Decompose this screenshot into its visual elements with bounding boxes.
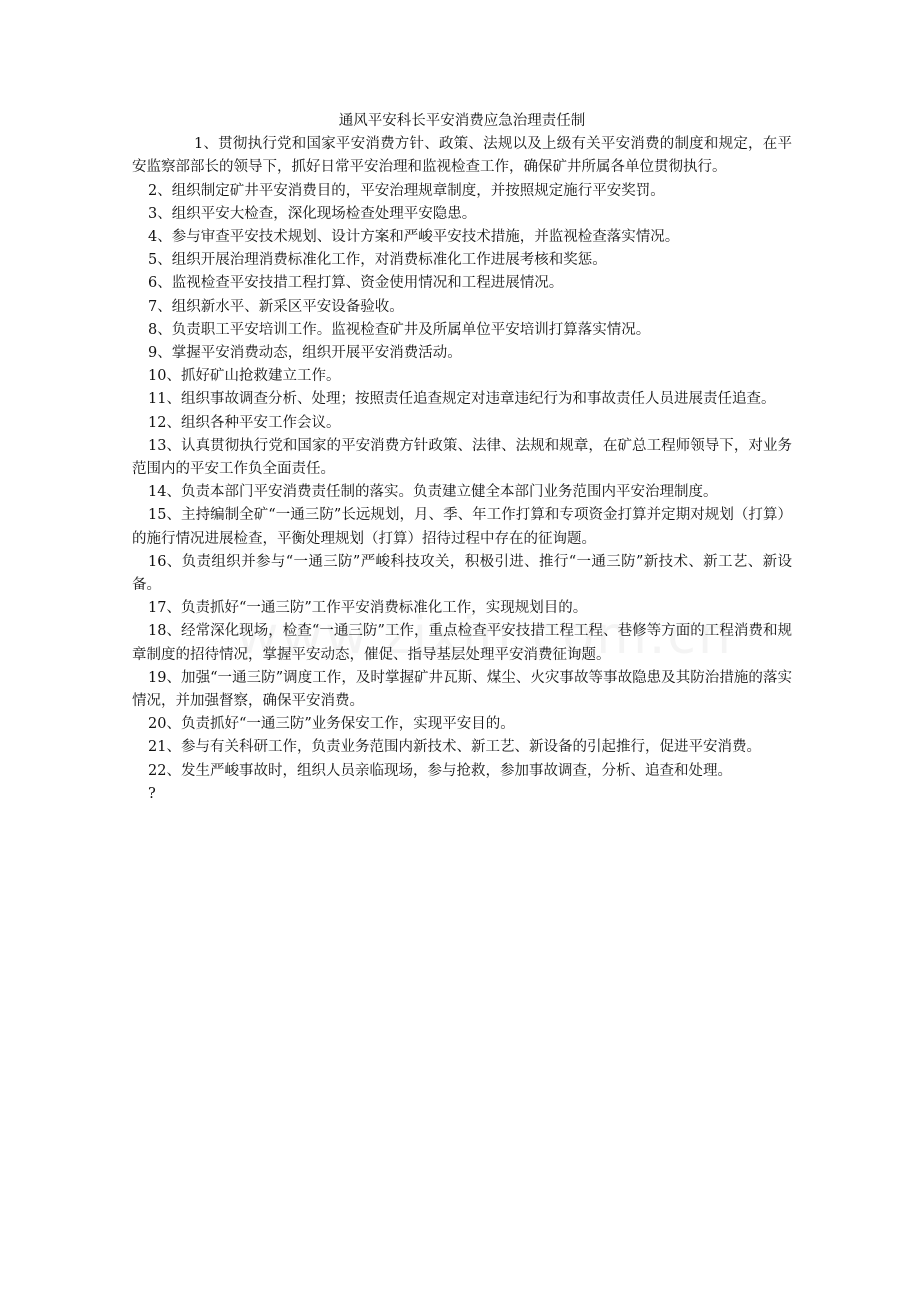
paragraph-7: 7、组织新水平、新采区平安设备验收。	[148, 298, 404, 315]
trailing-mark: ?	[148, 785, 156, 802]
paragraph-13: 13、认真贯彻执行党和国家的平安消费方针政策、法律、法规和规章，在矿总工程师领导下，对业务范围内的平安工作负全面责任。	[132, 437, 792, 478]
paragraph-14: 14、负责本部门平安消费责任制的落实。负责建立健全本部门业务范围内平安治理制度。	[148, 484, 718, 501]
document-body	[132, 110, 792, 806]
paragraph-4: 4、参与审查平安技术规划、设计方案和严峻平安技术措施，并监视检查落实情况。	[148, 229, 680, 246]
paragraph-15: 15、主持编制全矿“一通三防”长远规划，月、季、年工作打算和专项资金打算并定期对规划（打算）的施行情况进展检查，平衡处理规划（打算）招待过程中存在的征询题。	[132, 507, 792, 547]
document-title: 通风平安科长平安消费应急治理责任制	[338, 113, 586, 129]
paragraph-20: 20、负责抓好“一通三防”业务保安工作，实现平安目的。	[148, 716, 515, 733]
paragraph-12: 12、组织各种平安工作会议。	[148, 414, 341, 431]
paragraph-11: 11、组织事故调查分析、处理；按照责任追查规定对违章违纪行为和事故责任人员进展责任追查。	[148, 391, 776, 408]
paragraph-6: 6、监视检查平安技措工程打算、资金使用情况和工程进展情况。	[148, 275, 564, 292]
paragraph-5: 5、组织开展治理消费标准化工作，对消费标准化工作进展考核和奖惩。	[148, 252, 607, 269]
paragraph-9: 9、掌握平安消费动态，组织开展平安消费活动。	[148, 345, 462, 362]
paragraph-17: 17、负责抓好“一通三防”工作平安消费标准化工作，实现规划目的。	[148, 600, 588, 617]
paragraph-3: 3、组织平安大检查，深化现场检查处理平安隐患。	[148, 205, 477, 222]
paragraph-10: 10、抓好矿山抢救建立工作。	[148, 368, 341, 385]
paragraph-2: 2、组织制定矿井平安消费目的，平安治理规章制度，并按照规定施行平安奖罚。	[148, 182, 665, 199]
paragraph-21: 21、参与有关科研工作，负责业务范围内新技术、新工艺、新设备的引起推行，促进平安消费。	[148, 739, 761, 756]
paragraph-8: 8、负责职工平安培训工作。监视检查矿井及所属单位平安培训打算落实情况。	[148, 321, 651, 338]
paragraph-22: 22、发生严峻事故时，组织人员亲临现场，参与抢救，参加事故调查，分析、追查和处理。	[148, 762, 732, 779]
paragraph-19: 19、加强“一通三防”调度工作，及时掌握矿井瓦斯、煤尘、火灾事故等事故隐患及其防治措施的落实情况，并加强督察，确保平安消费。	[132, 669, 792, 710]
paragraph-18: 18、经常深化现场，检查“一通三防”工作，重点检查平安技措工程工程、巷修等方面的工程消费和规章制度的招待情况，掌握平安动态，催促、指导基层处理平安消费征询题。	[132, 623, 792, 663]
paragraph-16: 16、负责组织并参与“一通三防”严峻科技攻关，积极引进、推行“一通三防”新技术、新工艺、新设备。	[132, 553, 792, 594]
paragraph-1: 1、贯彻执行党和国家平安消费方针、政策、法规以及上级有关平安消费的制度和规定，在平安监察部部长的领导下，抓好日常平安治理和监视检查工作，确保矿井所属各单位贯彻执行。	[132, 136, 792, 176]
